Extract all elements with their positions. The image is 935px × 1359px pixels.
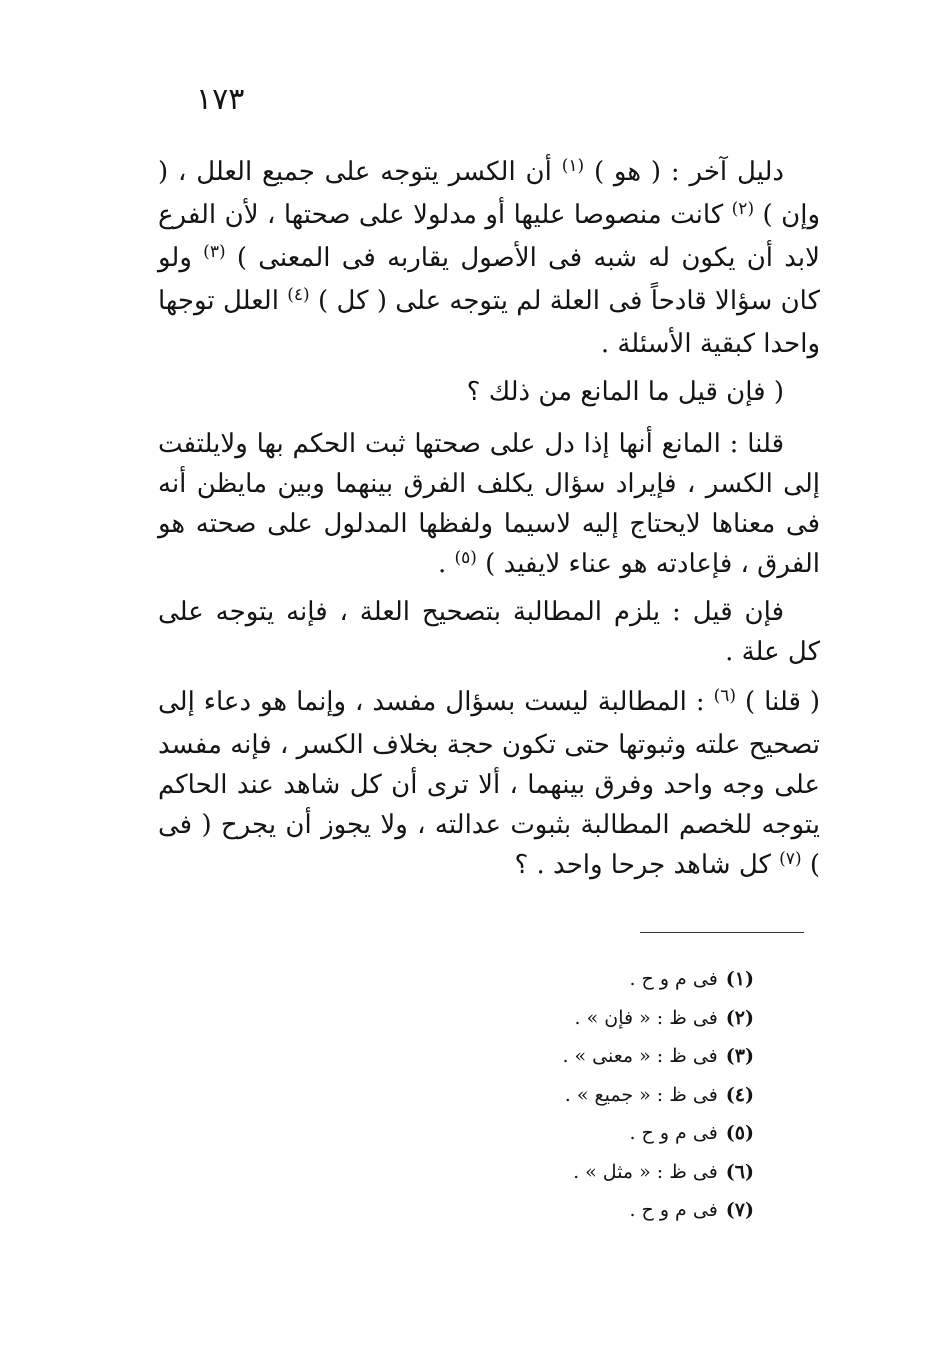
- paragraph-text-run: ( فإن قيل ما المانع من ذلك ؟: [466, 377, 784, 407]
- footnote-marker: (١): [561, 156, 585, 176]
- paragraph-text-run: كانت منصوصا عليها أو مدلولا على صحتها ، لأن الفرع لابد أن يكون له شبه فى الأصول يقاربه فى المعنى ): [158, 200, 820, 273]
- footnote-marker: (٢): [731, 199, 755, 219]
- paragraph-5: [158, 682, 820, 888]
- paragraph-1: [158, 152, 820, 364]
- paragraph-text-run: العلل توجها واحدا كبقية الأسئلة .: [158, 286, 820, 359]
- footnote-item: [360, 1153, 754, 1192]
- footnote-marker: (٥): [454, 548, 477, 568]
- paragraph-text-run: ولو كان سؤالا قادحاً فى العلة لم يتوجه على ( كل ): [158, 243, 820, 316]
- paragraph-text-run: ( قلنا ): [735, 687, 820, 717]
- footnote-text: فى ظ : « فإن » .: [574, 1006, 718, 1029]
- footnote-text: فى م و ح .: [629, 1199, 718, 1221]
- paragraph-text-run: كل شاهد جرحا واحد . ؟: [514, 850, 780, 880]
- footnote-text: فى ظ : « معنى » .: [562, 1045, 718, 1067]
- paragraph-4: [158, 592, 820, 672]
- footnote-number: (١): [725, 968, 754, 990]
- footnote-marker: (٣): [203, 242, 226, 262]
- paragraph-text-run: فإن قيل : يلزم المطالبة بتصحيح العلة ، فإنه يتوجه على كل علة .: [158, 597, 820, 667]
- paragraph-text-run: : المطالبة ليست بسؤال مفسد ، وإنما هو دعاء إلى تصحيح علته وثبوتها حتى تكون حجة بخلاف الكسر ، فإنه مفسد على وجه واحد وفرق بينهما ، ألا ترى أن كل شاهد عند الحاكم يتوجه للخصم المطالبة بثبوت عدالته ، ولا يجوز أن يجرح ( فى ): [158, 687, 820, 880]
- footnotes-list: [360, 960, 754, 1230]
- footnote-item: [360, 999, 754, 1038]
- footnote-marker: (٦): [713, 686, 736, 706]
- footnote-number: (٦): [725, 1160, 754, 1183]
- footnote-text: فى ظ : « مثل » .: [573, 1160, 718, 1183]
- footnote-item: [360, 1114, 754, 1153]
- footnote-item: [360, 1191, 754, 1230]
- paragraph-text-run: أن الكسر يتوجه على جميع العلل ، ( وإن ): [158, 157, 821, 230]
- paragraph-text-run: دليل آخر : ( هو ): [584, 157, 784, 187]
- paragraph-text-run: قلنا : المانع أنها إذا دل على صحتها ثبت الحكم بها ولايلتفت إلى الكسر ، فإيراد سؤال يكلف الفرق بينهما وبين مايظن أنه فى معناها لايحتاج إليه لاسيما ولفظها المدلول على صحته هو الفرق ، فإعادته هو عناء لايفيد ): [158, 429, 820, 579]
- paragraph-text-run: .: [437, 549, 455, 579]
- footnote-number: (٧): [725, 1199, 754, 1221]
- footnote-separator: [640, 932, 804, 933]
- footnote-number: (٥): [725, 1122, 754, 1144]
- footnote-marker: (٧): [779, 849, 802, 869]
- page-number: ١٧٣: [196, 82, 245, 117]
- footnote-number: (٣): [725, 1045, 754, 1067]
- footnote-text: فى م و ح .: [629, 968, 718, 990]
- footnote-item: [360, 960, 754, 999]
- footnote-marker: (٤): [287, 285, 310, 305]
- footnote-item: [360, 1037, 754, 1076]
- paragraph-3: [158, 424, 820, 587]
- footnote-number: (٢): [725, 1006, 754, 1029]
- footnote-text: فى م و ح .: [629, 1122, 718, 1144]
- footnote-text: فى ظ : « جميع » .: [564, 1083, 718, 1106]
- footnote-number: (٤): [725, 1083, 754, 1106]
- footnote-item: [360, 1076, 754, 1115]
- paragraph-2: [158, 372, 820, 412]
